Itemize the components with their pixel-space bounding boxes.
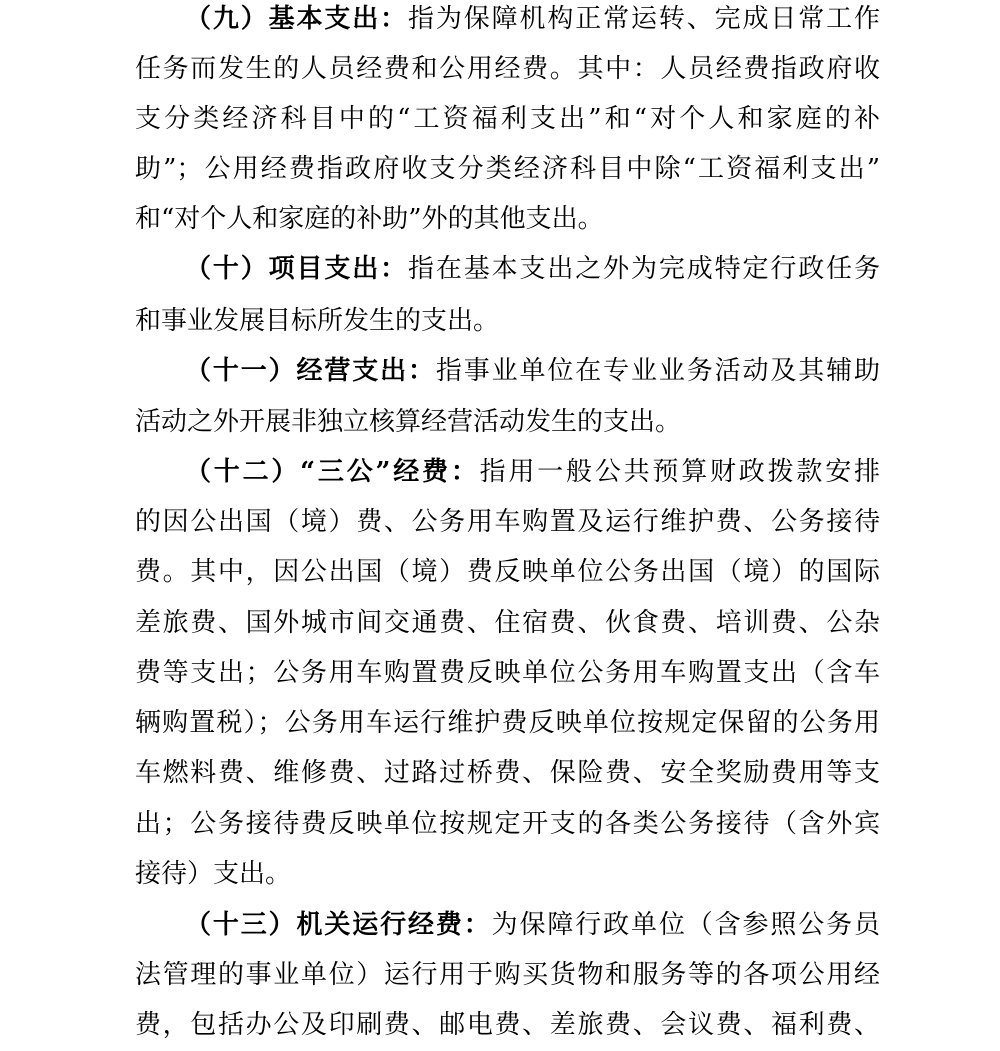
paragraph-line — [185, 447, 880, 498]
term-project-expenditure: （十）项目支出： — [185, 254, 408, 284]
paragraph-line: 费等支出；公务用车购置费反映单位公务用车购置支出（含车 — [135, 658, 880, 688]
paragraph-text: 指事业单位在专业业务活动及其辅助 — [435, 356, 880, 386]
paragraph-text: 指在基本支出之外为完成特定行政任务 — [408, 254, 880, 284]
paragraph-line — [185, 244, 880, 295]
paragraph-line: 出；公务接待费反映单位按规定开支的各类公务接待（含外宾 — [135, 809, 880, 839]
paragraph-text: 指为保障机构正常运转、完成日常工作 — [408, 4, 880, 34]
paragraph-line: 支分类经济科目中的“工资福利支出”和“对个人和家庭的补 — [135, 104, 880, 134]
paragraph-line: 费，包括办公及印刷费、邮电费、差旅费、会议费、福利费、 — [135, 1010, 880, 1040]
paragraph-line — [185, 0, 880, 45]
paragraph-line: 任务而发生的人员经费和公用经费。其中：人员经费指政府收 — [135, 54, 880, 84]
paragraph-line: 费。其中，因公出国（境）费反映单位公务出国（境）的国际 — [135, 557, 880, 587]
term-basic-expenditure: （九）基本支出： — [185, 4, 408, 34]
paragraph-line — [185, 900, 880, 951]
paragraph-line — [185, 346, 880, 397]
paragraph-line: 活动之外开展非独立核算经营活动发生的支出。 — [135, 407, 682, 437]
paragraph-text: 为保障行政单位（含参照公务员 — [491, 910, 880, 940]
paragraph-line: 辆购置税）；公务用车运行维护费反映单位按规定保留的公务用 — [135, 708, 880, 738]
term-three-public-expenses: （十二）“三公”经费： — [185, 457, 480, 487]
paragraph-line: 和“对个人和家庭的补助”外的其他支出。 — [135, 204, 604, 234]
paragraph-line: 差旅费、国外城市间交通费、住宿费、伙食费、培训费、公杂 — [135, 608, 880, 638]
paragraph-line: 车燃料费、维修费、过路过桥费、保险费、安全奖励费用等支 — [135, 758, 880, 788]
paragraph-line: 法管理的事业单位）运行用于购买货物和服务等的各项公用经 — [135, 960, 880, 990]
paragraph-line: 助”；公用经费指政府收支分类经济科目中除“工资福利支出” — [135, 154, 880, 184]
paragraph-text: 指用一般公共预算财政拨款安排 — [479, 457, 880, 487]
term-operating-expenditure: （十一）经营支出： — [185, 356, 436, 386]
paragraph-line: 和事业发展目标所发生的支出。 — [135, 306, 500, 336]
paragraph-line: 接待）支出。 — [135, 859, 292, 889]
paragraph-line: 的因公出国（境）费、公务用车购置及运行维护费、公务接待 — [135, 507, 880, 537]
term-agency-operating-expenses: （十三）机关运行经费： — [185, 910, 492, 940]
